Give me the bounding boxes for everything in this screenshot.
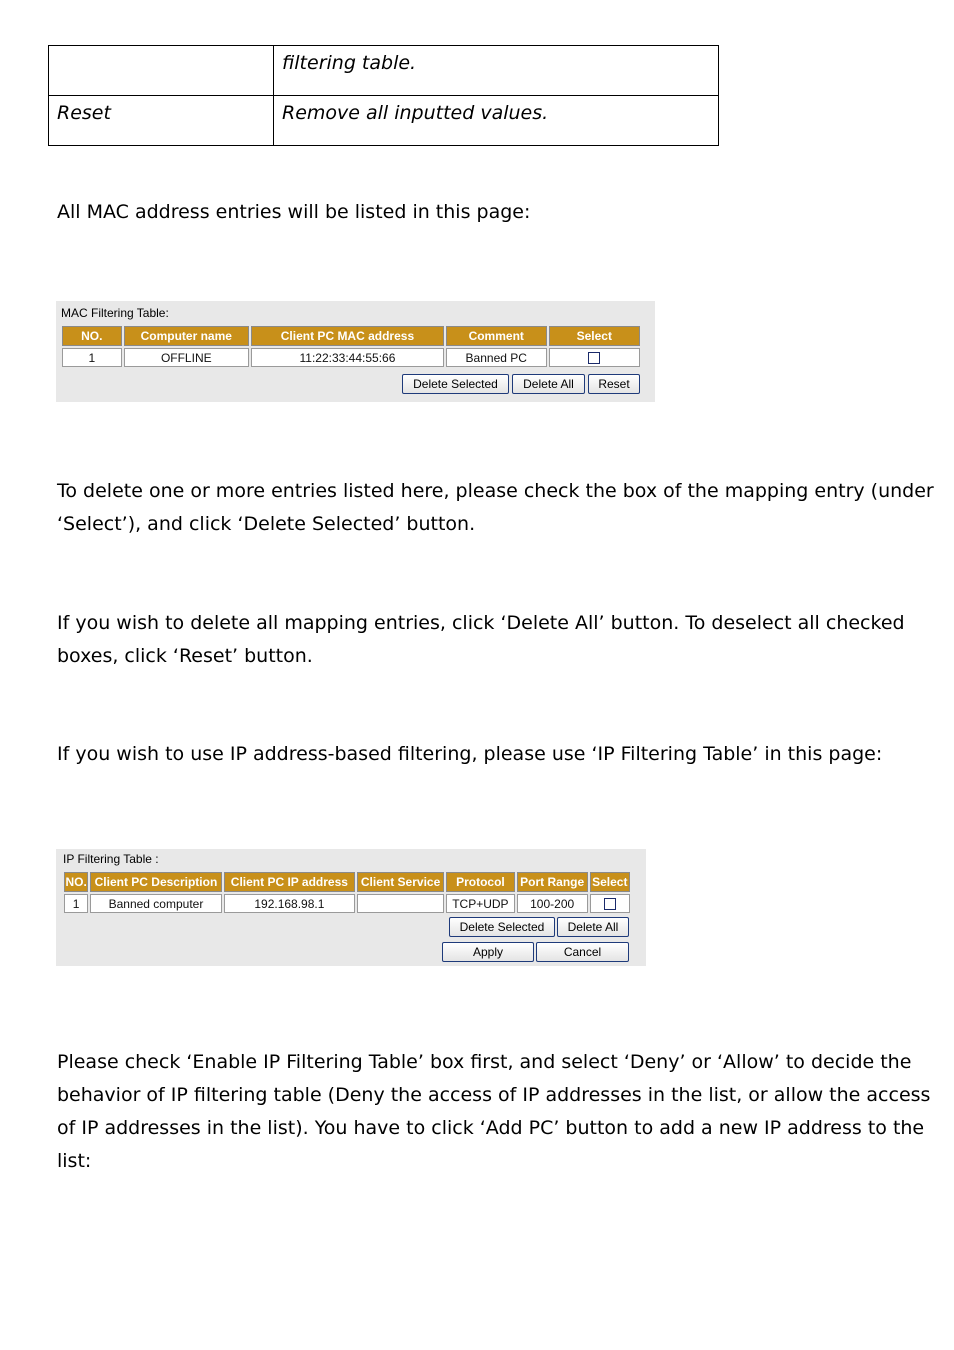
ip-filtering-title: IP Filtering Table : xyxy=(63,852,159,866)
header-select: Select xyxy=(549,326,640,346)
definition-row xyxy=(49,46,719,96)
paragraph-line: To delete one or more entries listed here, please check the box of the mapping entry (under xyxy=(57,480,934,502)
paragraph-ip-instructions xyxy=(57,1046,930,1178)
cell-protocol: TCP+UDP xyxy=(446,894,515,913)
table-row xyxy=(64,894,630,913)
table-row xyxy=(62,348,640,367)
delete-selected-button[interactable]: Delete Selected xyxy=(449,917,555,937)
cell-comment: Banned PC xyxy=(446,348,547,367)
delete-all-button[interactable]: Delete All xyxy=(557,917,629,937)
definition-table xyxy=(48,45,719,146)
select-checkbox[interactable] xyxy=(604,898,616,910)
header-select: Select xyxy=(590,872,630,892)
header-computer-name: Computer name xyxy=(124,326,249,346)
definition-term: Reset xyxy=(49,96,274,146)
paragraph-delete xyxy=(57,475,934,541)
apply-button[interactable]: Apply xyxy=(442,942,534,962)
reset-button[interactable]: Reset xyxy=(588,374,640,394)
select-checkbox[interactable] xyxy=(588,352,600,364)
paragraph-line: of IP addresses in the list). You have to click ‘Add PC’ button to add a new IP address to the xyxy=(57,1117,925,1139)
paragraph-line: Please check ‘Enable IP Filtering Table’ box first, and select ‘Deny’ or ‘Allow’ to decide the xyxy=(57,1051,912,1073)
paragraph-line: If you wish to delete all mapping entries, click ‘Delete All’ button. To deselect all checked xyxy=(57,612,905,634)
cell-computer-name: OFFLINE xyxy=(124,348,249,367)
header-mac-address: Client PC MAC address xyxy=(251,326,444,346)
header-ip-address: Client PC IP address xyxy=(224,872,355,892)
cell-select xyxy=(549,348,640,367)
ip-filtering-table xyxy=(62,870,632,915)
delete-selected-button[interactable]: Delete Selected xyxy=(402,374,509,394)
paragraph-line: behavior of IP filtering table (Deny the access of IP addresses in the list, or allow the access xyxy=(57,1084,931,1106)
delete-all-button[interactable]: Delete All xyxy=(512,374,585,394)
paragraph-line: boxes, click ‘Reset’ button. xyxy=(57,645,313,667)
cell-select xyxy=(590,894,630,913)
definition-desc: filtering table. xyxy=(274,46,719,96)
cancel-button[interactable]: Cancel xyxy=(536,942,629,962)
mac-filtering-panel xyxy=(56,301,655,402)
cell-ip-address: 192.168.98.1 xyxy=(224,894,355,913)
paragraph-line: ‘Select’), and click ‘Delete Selected’ button. xyxy=(57,513,476,535)
mac-filtering-table xyxy=(60,324,642,369)
mac-filtering-title: MAC Filtering Table: xyxy=(61,306,169,320)
table-header-row xyxy=(62,326,640,346)
header-port-range: Port Range xyxy=(517,872,588,892)
cell-mac-address: 11:22:33:44:55:66 xyxy=(251,348,444,367)
paragraph-line: list: xyxy=(57,1150,92,1172)
paragraph-ip-intro: If you wish to use IP address-based filtering, please use ‘IP Filtering Table’ in this page: xyxy=(57,743,883,765)
header-description: Client PC Description xyxy=(90,872,221,892)
definition-desc: Remove all inputted values. xyxy=(274,96,719,146)
cell-no: 1 xyxy=(62,348,122,367)
definition-row xyxy=(49,96,719,146)
definition-term xyxy=(49,46,274,96)
ip-filtering-panel xyxy=(56,849,646,966)
cell-port-range: 100-200 xyxy=(517,894,588,913)
cell-client-service xyxy=(357,894,444,913)
header-no: NO. xyxy=(62,326,122,346)
table-header-row xyxy=(64,872,630,892)
header-client-service: Client Service xyxy=(357,872,444,892)
cell-no: 1 xyxy=(64,894,88,913)
paragraph-mac-intro: All MAC address entries will be listed in this page: xyxy=(57,201,531,223)
header-no: NO. xyxy=(64,872,88,892)
header-protocol: Protocol xyxy=(446,872,515,892)
cell-description: Banned computer xyxy=(90,894,221,913)
paragraph-delete-all xyxy=(57,607,905,673)
header-comment: Comment xyxy=(446,326,547,346)
